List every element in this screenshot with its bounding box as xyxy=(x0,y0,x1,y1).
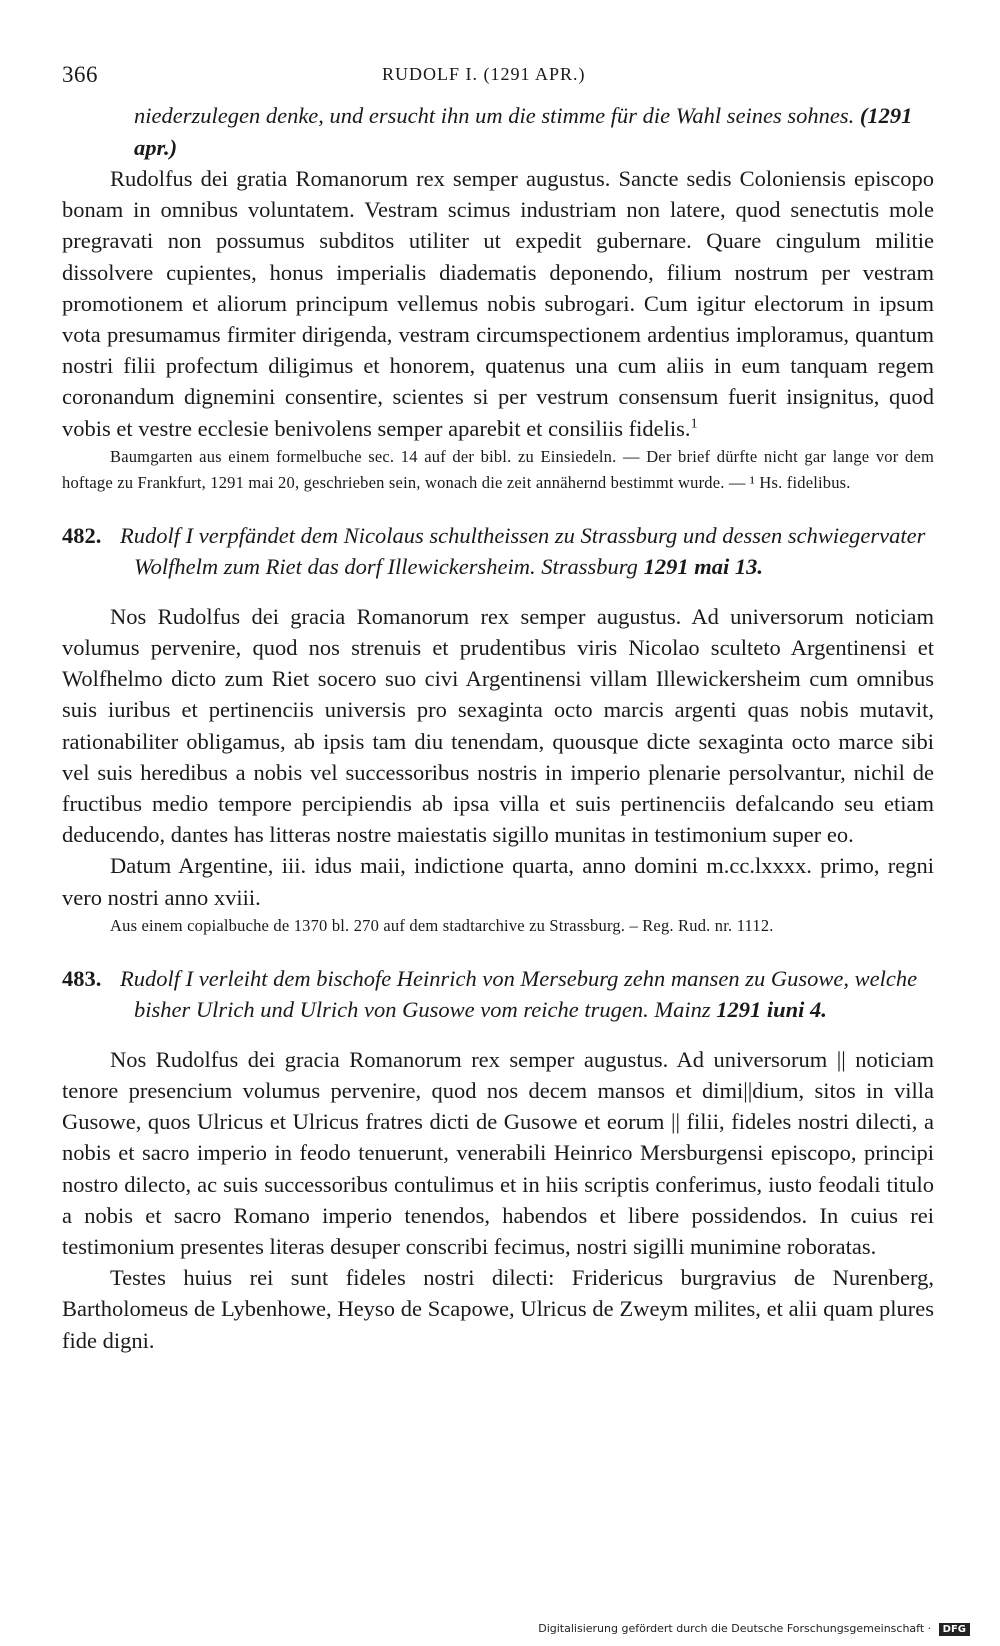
entry-481-date: (1291 apr.) xyxy=(134,103,913,160)
entry-482-note: Aus einem copialbuche de 1370 bl. 270 auf dem stadtarchive zu Strassburg. – Reg. Rud. nr. 1112. xyxy=(110,915,774,935)
running-title: RUDOLF I. (1291 APR.) xyxy=(382,64,586,84)
entry-482-regest xyxy=(62,520,934,583)
entry-481-text-body: Rudolfus dei gratia Romanorum rex semper augustus. Sancte sedis Coloniensis episcopo bonam in omnibus voluntatem. Vestram scimus industriam non latere, quod senectutis mole pregravati non possumus subditos utiliter ut expedit gubernare. Quare cingulum militie dissolvere cupientes, honus imperialis diadematis deponendo, filium nostrum per vestram promotionem et aliorum principum vellemus nobis subrogari. Cum igitur electorum in ipsum vota presumamus firmiter dirigenda, vestram circumspectionem ardentius imploramus, quantum nostri filii profectum diligimus et honorem, quatenus una cum aliis in eum tanquam regem coronandum dignemini consentire, scientes si per vestrum consensum fuerit insignitus, quod vobis et vestre ecclesie benivolens semper aparebit et consiliis fidelis. xyxy=(62,166,934,441)
entry-481-note: Baumgarten aus einem formelbuche sec. 14 auf der bibl. zu Einsiedeln. — Der brief dürfte nicht gar lange vor dem hoftage zu Frankfurt, 1291 mai 20, geschrieben sein, wonach die zeit annähernd bestimmt wurde. — ¹ Hs. fidelibus. xyxy=(62,446,934,492)
credit-text: Digitalisierung gefördert durch die Deutsche Forschungsgemeinschaft · xyxy=(538,1622,932,1635)
entry-482-dating: Datum Argentine, iii. idus maii, indictione quarta, anno domini m.cc.lxxxx. primo, regni vero nostri anno xviii. xyxy=(62,853,934,910)
footnote-marker: 1 xyxy=(690,416,698,432)
entry-483-regest-text: Rudolf I verleiht dem bischofe Heinrich von Merseburg zehn mansen zu Gusowe, welche bisher Ulrich und Ulrich von Gusowe vom reiche trugen. Mainz xyxy=(120,965,918,1023)
entry-481-regest xyxy=(62,100,934,163)
running-head xyxy=(62,58,934,94)
entry-483-number: 483. xyxy=(62,965,102,991)
entry-481-text xyxy=(62,163,934,444)
entry-482-regest-text: Rudolf I verpfändet dem Nicolaus schultheissen zu Strassburg und dessen schwiegervater Wolfhelm zum Riet das dorf Illewickersheim. Strassburg xyxy=(120,522,926,580)
entry-482-number: 482. xyxy=(62,522,102,548)
entry-483-text: Nos Rudolfus dei gracia Romanorum rex semper augustus. Ad universorum || noticiam tenore presencium volumus pervenire, quod nos decem mansos et dimi||dium, sitos in villa Gusowe, quos Ulricus et Ulricus fratres dicti de Gusowe et eorum || filii, fideles nostri dilecti, a nobis et sacro imperio in feodo tenuerunt, venerabili Heinrico Mersburgensi episcopo, principi nostro dilecto, ac suis successoribus contulimus et in hiis scriptis conferimus, iusto feodali titulo a nobis et sacro Romano imperio tenendos, habendos et libere possidendos. In cuius rei testimonium presentes literas desuper conscribi fecimus, nostri sigilli munimine roboratas. xyxy=(62,1046,934,1260)
entry-483-witnesses: Testes huius rei sunt fideles nostri dilecti: Fridericus burgravius de Nurenberg, Bartholomeus de Lybenhowe, Heyso de Scapowe, Ulricus de Zweym milites, et alii quam plures fide digni. xyxy=(62,1265,934,1353)
entry-482-text: Nos Rudolfus dei gracia Romanorum rex semper augustus. Ad universorum noticiam volumus pervenire, quod nos strenuis et prudentibus viris Nicolao sculteto Argentinensi et Wolfhelmo dicto zum Riet socero suo civi Argentinensi villam Illewickersheim cum omnibus suis iuribus et pertinenciis universis pro sexaginta octo marcis argenti quas nobis mutavit, rationabiliter obligamus, ab ipsis tam diu tenendam, quousque dicte sexaginta octo marce sibi vel suis heredibus a nobis vel successoribus nostris in imperio plenarie persolvantur, nichil de fructibus medio tempore percipiendis ab ipsa villa et suis pertinenciis defalcando seu etiam deducendo, dantes has litteras nostre maiestatis sigillo munitas in testimonium super eo. xyxy=(62,603,934,848)
digitization-credit xyxy=(538,1622,970,1636)
entry-482-date: 1291 mai 13. xyxy=(643,554,763,580)
dfg-logo: DFG xyxy=(939,1623,970,1636)
document-page xyxy=(62,58,934,1356)
entry-481-regest-text: niederzulegen denke, und ersucht ihn um die stimme für die Wahl seines sohnes. xyxy=(134,103,855,128)
entry-483-date: 1291 iuni 4. xyxy=(716,997,827,1023)
page-number: 366 xyxy=(62,62,98,87)
entry-483-regest xyxy=(62,963,934,1026)
